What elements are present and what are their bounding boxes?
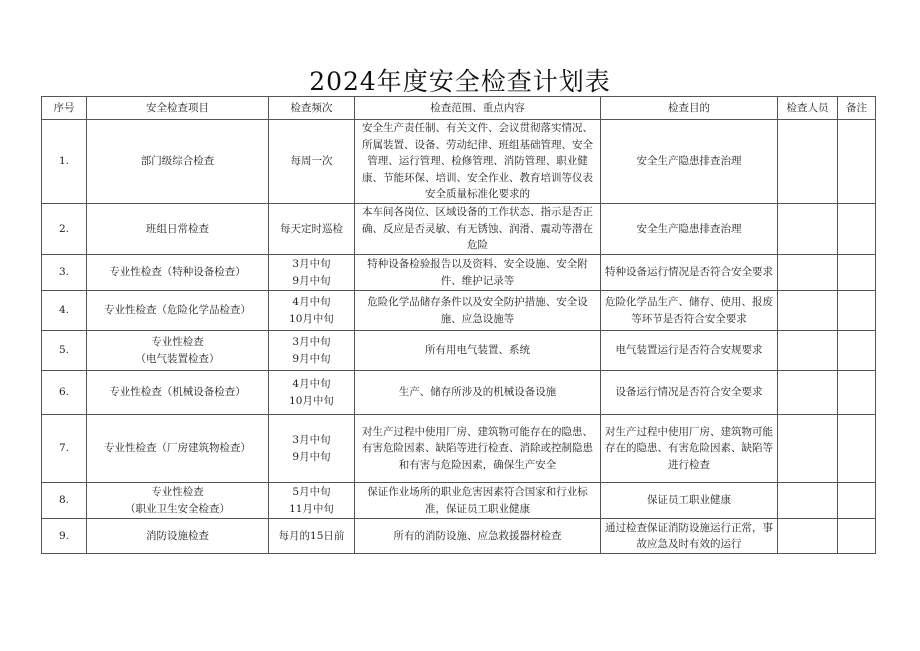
cell-scope: 对生产过程中使用厂房、建筑物可能存在的隐患、有害危险因素、缺陷等进行检查、消除或控制隐患和有害与危险因素，确保生产安全	[355, 415, 601, 483]
cell-no: 1.	[42, 120, 87, 204]
table-row	[42, 120, 876, 204]
cell-scope: 所有的消防设施、应急救援器材检查	[355, 519, 601, 554]
header-purpose: 检查目的	[601, 97, 778, 120]
header-item: 安全检查项目	[87, 97, 269, 120]
table-row	[42, 255, 876, 291]
cell-no: 9.	[42, 519, 87, 554]
table-row	[42, 331, 876, 371]
header-frequency: 检查频次	[269, 97, 355, 120]
cell-remark	[838, 204, 876, 255]
cell-no: 3.	[42, 255, 87, 291]
table-header-row	[42, 97, 876, 120]
cell-remark	[838, 519, 876, 554]
cell-remark	[838, 483, 876, 519]
cell-item: 专业性检查（厂房建筑物检查）	[87, 415, 269, 483]
cell-frequency: 3月中旬 9月中旬	[269, 415, 355, 483]
cell-purpose: 电气装置运行是否符合安规要求	[601, 331, 778, 371]
cell-staff	[778, 519, 838, 554]
table-row	[42, 415, 876, 483]
cell-frequency: 每天定时巡检	[269, 204, 355, 255]
header-no: 序号	[42, 97, 87, 120]
cell-no: 8.	[42, 483, 87, 519]
header-remark: 备注	[838, 97, 876, 120]
cell-item: 专业性检查（机械设备检查）	[87, 371, 269, 415]
inspection-plan-table	[41, 96, 876, 554]
cell-no: 4.	[42, 291, 87, 331]
header-staff: 检查人员	[778, 97, 838, 120]
cell-no: 6.	[42, 371, 87, 415]
cell-scope: 安全生产责任制、有关文件、会议贯彻落实情况、所属装置、设备、劳动纪律、班组基础管理、安全管理、运行管理、检修管理、消防管理、职业健康、节能环保、培训、安全作业、教育培训等仪表安全质量标准化要求的	[355, 120, 601, 204]
cell-remark	[838, 331, 876, 371]
header-scope: 检查范围、重点内容	[355, 97, 601, 120]
cell-remark	[838, 255, 876, 291]
cell-scope: 特种设备检验报告以及资料、安全设施、安全附件、维护记录等	[355, 255, 601, 291]
cell-staff	[778, 415, 838, 483]
cell-remark	[838, 415, 876, 483]
cell-staff	[778, 120, 838, 204]
cell-item: 班组日常检查	[87, 204, 269, 255]
cell-purpose: 保证员工职业健康	[601, 483, 778, 519]
cell-staff	[778, 204, 838, 255]
cell-remark	[838, 371, 876, 415]
cell-scope: 生产、储存所涉及的机械设备设施	[355, 371, 601, 415]
cell-no: 5.	[42, 331, 87, 371]
cell-purpose: 危险化学品生产、储存、使用、报废等环节是否符合安全要求	[601, 291, 778, 331]
cell-item: 专业性检查 （电气装置检查）	[87, 331, 269, 371]
cell-staff	[778, 331, 838, 371]
cell-purpose: 对生产过程中使用厂房、建筑物可能存在的隐患、有害危险因素、缺陷等进行检查	[601, 415, 778, 483]
cell-no: 2.	[42, 204, 87, 255]
cell-frequency: 4月中旬 10月中旬	[269, 371, 355, 415]
cell-staff	[778, 255, 838, 291]
table-row	[42, 483, 876, 519]
cell-purpose: 通过检查保证消防设施运行正常，事故应急及时有效的运行	[601, 519, 778, 554]
cell-frequency: 每月的15日前	[269, 519, 355, 554]
cell-scope: 危险化学品储存条件以及安全防护措施、安全设施、应急设施等	[355, 291, 601, 331]
cell-remark	[838, 120, 876, 204]
cell-no: 7.	[42, 415, 87, 483]
cell-item: 专业性检查（特种设备检查）	[87, 255, 269, 291]
cell-item: 消防设施检查	[87, 519, 269, 554]
cell-scope: 保证作业场所的职业危害因素符合国家和行业标准，保证员工职业健康	[355, 483, 601, 519]
table-row	[42, 291, 876, 331]
cell-frequency: 5月中旬 11月中旬	[269, 483, 355, 519]
cell-staff	[778, 291, 838, 331]
cell-staff	[778, 371, 838, 415]
cell-item: 专业性检查（危险化学品检查）	[87, 291, 269, 331]
cell-frequency: 每周一次	[269, 120, 355, 204]
cell-scope: 本车间各岗位、区域设备的工作状态、指示是否正确、反应是否灵敏、有无锈蚀、润滑、震动等潜在危险	[355, 204, 601, 255]
cell-frequency: 4月中旬 10月中旬	[269, 291, 355, 331]
table-row	[42, 519, 876, 554]
table-row	[42, 371, 876, 415]
cell-scope: 所有用电气装置、系统	[355, 331, 601, 371]
cell-item: 专业性检查 （职业卫生安全检查）	[87, 483, 269, 519]
cell-purpose: 设备运行情况是否符合安全要求	[601, 371, 778, 415]
cell-purpose: 安全生产隐患排查治理	[601, 120, 778, 204]
cell-item: 部门级综合检查	[87, 120, 269, 204]
cell-staff	[778, 483, 838, 519]
cell-remark	[838, 291, 876, 331]
cell-purpose: 安全生产隐患排查治理	[601, 204, 778, 255]
page-title: 2024年度安全检查计划表	[309, 67, 611, 96]
cell-frequency: 3月中旬 9月中旬	[269, 331, 355, 371]
cell-frequency: 3月中旬 9月中旬	[269, 255, 355, 291]
table-row	[42, 204, 876, 255]
cell-purpose: 特种设备运行情况是否符合安全要求	[601, 255, 778, 291]
